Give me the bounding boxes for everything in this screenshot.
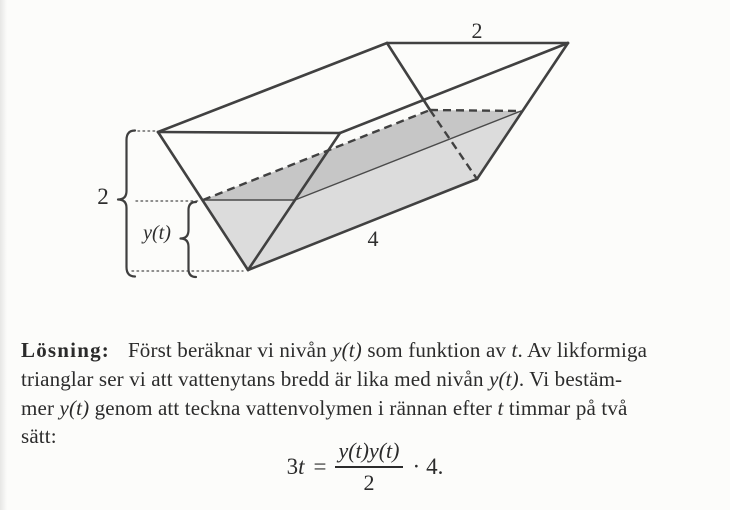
height-brace: [118, 131, 135, 277]
equation-lhs-variable: t: [298, 453, 305, 479]
solution-line-1-text: Först beräknar vi nivån y(t) som funktion av t. Av likformiga: [127, 338, 648, 362]
label-water-level: y(t): [143, 222, 171, 244]
solution-paragraph: [21, 336, 647, 451]
equation-multiplication-dot: ·: [412, 453, 421, 479]
fraction-denominator: 2: [363, 469, 375, 495]
front-top-edge: [158, 132, 340, 133]
equation-lhs-coefficient: 3: [286, 453, 299, 479]
label-trough-depth: 2: [97, 184, 109, 209]
left-rim-edge: [158, 43, 387, 132]
back-water-line: [430, 110, 521, 111]
solution-line-4: sätt:: [21, 424, 57, 449]
equation-equals-sign: =: [313, 453, 327, 479]
equation-lhs: [287, 454, 305, 480]
solution-line-3: mer y(t) genom att teckna vattenvolymen i rännan efter t timmar på två: [21, 395, 628, 420]
solution-heading: Lösning:: [21, 338, 110, 362]
fraction-numerator: y(t)y(t): [338, 438, 400, 463]
volume-equation: [0, 438, 730, 496]
equation-fraction: [335, 438, 402, 496]
label-trough-length: 4: [367, 226, 379, 251]
water-level-brace: [181, 202, 197, 277]
solution-line-1: [21, 336, 647, 365]
label-top-width: 2: [471, 18, 483, 43]
equation-rhs: 4.: [426, 453, 444, 479]
solution-line-2: trianglar ser vi att vattenytans bredd är lika med nivån y(t). Vi bestäm-: [21, 366, 623, 391]
